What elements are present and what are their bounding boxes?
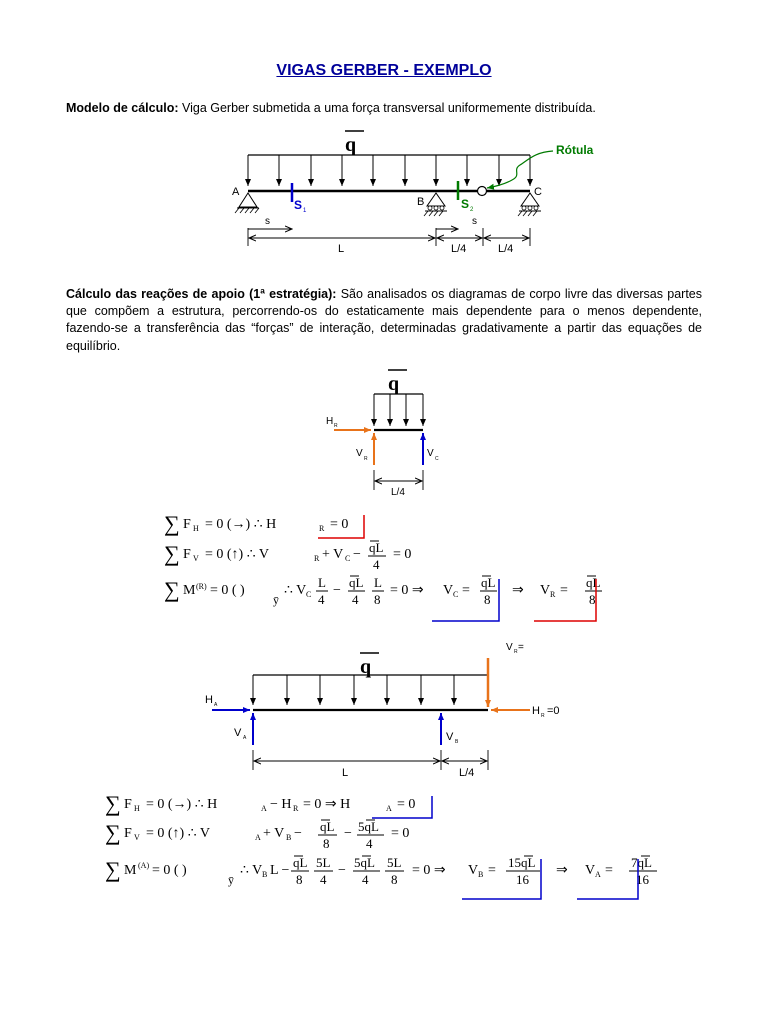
svg-text:8: 8 (391, 872, 398, 887)
support-a-label: A (232, 186, 240, 198)
svg-text:=: = (488, 863, 496, 878)
svg-text:− H: − H (270, 797, 292, 812)
force-vb-label: V (446, 731, 454, 743)
rotula-label: Rótula (556, 143, 594, 157)
svg-text:R: R (314, 554, 320, 563)
svg-text:L: L (374, 575, 382, 590)
force-hr-label: H (326, 416, 334, 427)
svg-text:C: C (453, 590, 459, 599)
svg-text:L: L (318, 575, 326, 590)
svg-text:B: B (478, 870, 484, 879)
svg-text:+ V: + V (322, 547, 344, 562)
svg-text:15qL: 15qL (508, 855, 536, 870)
svg-text:qL: qL (293, 855, 308, 870)
hinge-icon (478, 187, 487, 196)
svg-text:= 0 (↑) ∴ V: = 0 (↑) ∴ V (146, 826, 210, 841)
svg-text:⇒: ⇒ (512, 583, 524, 598)
svg-text:2: 2 (470, 207, 474, 213)
svg-text:4: 4 (373, 557, 380, 572)
svg-text:= 0 (↑) ∴ V: = 0 (↑) ∴ V (205, 547, 269, 562)
svg-text:F: F (124, 826, 132, 841)
svg-text:4: 4 (352, 592, 359, 607)
svg-text:4: 4 (362, 872, 369, 887)
svg-text:5qL: 5qL (354, 855, 375, 870)
svg-text:R: R (334, 423, 338, 429)
svg-text:C: C (435, 456, 439, 462)
svg-text:qL: qL (481, 575, 496, 590)
svg-text:R: R (319, 524, 325, 533)
strategy-text: São analisados os diagramas de corpo livre das diversas partes que compõem a estrutura, percorrendo-os do estaticamente mais dependente para o menos dependente, fazendo-se a transferência das “forças” de interação, determinadas gradativamente a partir das equações de equilíbrio. (66, 287, 702, 353)
svg-text:8: 8 (589, 592, 596, 607)
svg-text:4: 4 (318, 592, 325, 607)
gerber-beam-diagram (232, 131, 594, 255)
svg-text:(A): (A) (138, 861, 150, 870)
svg-text:M: M (124, 863, 137, 878)
svg-text:qL: qL (320, 819, 335, 834)
svg-text:∑: ∑ (164, 541, 180, 566)
svg-text:F: F (183, 517, 191, 532)
svg-text:R: R (514, 649, 518, 655)
svg-text:V: V (585, 863, 596, 878)
force-vr-label: V (356, 448, 363, 459)
svg-text:A: A (261, 804, 267, 813)
svg-text:5L: 5L (387, 855, 402, 870)
length-l-label: L (342, 767, 349, 779)
svg-text:A: A (214, 702, 218, 708)
load-label-q: q (345, 134, 357, 156)
intro-text: Viga Gerber submetida a uma força transversal uniformemente distribuída. (178, 101, 596, 115)
segment-ar-diagram (205, 642, 560, 779)
svg-text:∴ V: ∴ V (284, 583, 307, 598)
svg-text:5qL: 5qL (358, 819, 379, 834)
svg-text:=: = (518, 642, 524, 653)
svg-text:qL: qL (586, 575, 601, 590)
svg-text:R: R (550, 590, 556, 599)
svg-text:V: V (134, 833, 140, 842)
roller-support-icon (424, 193, 447, 216)
svg-text:−: − (333, 583, 341, 598)
svg-text:= 0 ⇒: = 0 ⇒ (412, 863, 446, 878)
section-s1-label: S (294, 198, 303, 212)
svg-text:A: A (386, 804, 392, 813)
load-label-q: q (388, 373, 400, 395)
svg-text:−: − (338, 863, 346, 878)
svg-text:−: − (344, 826, 352, 841)
svg-text:=: = (462, 583, 470, 598)
length-l4-label: L/4 (391, 487, 405, 498)
strategy-label: Cálculo das reações de apoio (1ª estratégia): (66, 287, 337, 301)
svg-text:R: R (364, 456, 368, 462)
force-ha-label: H (205, 694, 213, 706)
svg-text:F: F (183, 547, 191, 562)
svg-text:8: 8 (296, 872, 303, 887)
svg-text:R: R (541, 713, 545, 719)
svg-text:=: = (605, 863, 613, 878)
svg-text:7qL: 7qL (631, 855, 652, 870)
equilibrium-equations-1 (164, 511, 602, 621)
svg-text:∑: ∑ (164, 577, 180, 602)
svg-text:∑: ∑ (105, 791, 121, 816)
load-label-q: q (360, 656, 372, 678)
svg-text:= 0: = 0 (391, 826, 410, 841)
equilibrium-equations-2 (105, 791, 657, 899)
svg-text:V: V (443, 583, 454, 598)
svg-text:(R): (R) (196, 582, 207, 591)
force-vc-label: V (427, 448, 434, 459)
force-va-label: V (234, 727, 242, 739)
svg-text:B: B (286, 833, 292, 842)
svg-text:=0: =0 (547, 705, 560, 717)
svg-text:∑: ∑ (105, 820, 121, 845)
svg-text:+ V: + V (263, 826, 285, 841)
distance-s2-label: s (472, 216, 477, 227)
svg-text:ȳ: ȳ (273, 593, 279, 607)
svg-text:= 0 ⇒: = 0 ⇒ (390, 583, 424, 598)
svg-text:H: H (134, 804, 140, 813)
svg-text:= 0: = 0 (397, 797, 416, 812)
svg-text:qL: qL (349, 575, 364, 590)
svg-text:−: − (353, 547, 361, 562)
support-c-label: C (534, 186, 542, 198)
svg-text:8: 8 (323, 836, 330, 851)
svg-text:16: 16 (516, 872, 529, 887)
force-hr-label: H (532, 705, 540, 717)
svg-text:A: A (595, 870, 601, 879)
svg-text:5L: 5L (316, 855, 331, 870)
svg-text:V: V (468, 863, 479, 878)
svg-text:B: B (262, 870, 268, 879)
svg-text:V: V (193, 554, 199, 563)
svg-text:F: F (124, 797, 132, 812)
svg-text:C: C (345, 554, 351, 563)
svg-text:= 0 ( ): = 0 ( ) (210, 583, 245, 598)
svg-text:A: A (243, 735, 247, 741)
svg-text:∑: ∑ (105, 857, 121, 882)
svg-text:= 0: = 0 (393, 547, 412, 562)
svg-text:ȳ: ȳ (228, 873, 234, 887)
svg-text:∴ V: ∴ V (240, 863, 263, 878)
svg-text:4: 4 (320, 872, 327, 887)
svg-text:= 0 ⇒ H: = 0 ⇒ H (303, 797, 351, 812)
svg-text:A: A (255, 833, 261, 842)
length-l4-label: L/4 (451, 243, 467, 255)
svg-text:B: B (455, 739, 459, 745)
svg-text:H: H (193, 524, 199, 533)
distance-s-label: s (265, 216, 270, 227)
svg-text:R: R (293, 804, 299, 813)
svg-text:M: M (183, 583, 196, 598)
page-title: VIGAS GERBER - EXEMPLO (276, 62, 492, 79)
svg-text:4: 4 (366, 836, 373, 851)
svg-text:∑: ∑ (164, 511, 180, 536)
length-l4-label: L/4 (498, 243, 514, 255)
length-l4-label: L/4 (459, 767, 475, 779)
svg-text:= 0 (→) ∴ H: = 0 (→) ∴ H (205, 517, 277, 532)
svg-text:=: = (560, 583, 568, 598)
svg-text:qL: qL (369, 540, 384, 555)
svg-text:C: C (306, 590, 312, 599)
svg-text:16: 16 (636, 872, 649, 887)
svg-text:1: 1 (303, 208, 307, 214)
svg-text:⇒: ⇒ (556, 863, 568, 878)
svg-text:−: − (294, 826, 302, 841)
svg-text:= 0 ( ): = 0 ( ) (152, 863, 187, 878)
segment-rc-diagram (326, 370, 439, 498)
svg-text:8: 8 (484, 592, 491, 607)
svg-text:= 0: = 0 (330, 517, 349, 532)
svg-text:L −: L − (270, 863, 290, 878)
length-l-label: L (338, 243, 345, 255)
support-b-label: B (417, 196, 425, 208)
svg-text:= 0 (→) ∴ H: = 0 (→) ∴ H (146, 797, 218, 812)
force-vr-label: V (506, 642, 513, 653)
svg-text:V: V (540, 583, 551, 598)
svg-text:8: 8 (374, 592, 381, 607)
section-s2-label: S (461, 197, 470, 211)
intro-label: Modelo de cálculo: (66, 101, 179, 115)
